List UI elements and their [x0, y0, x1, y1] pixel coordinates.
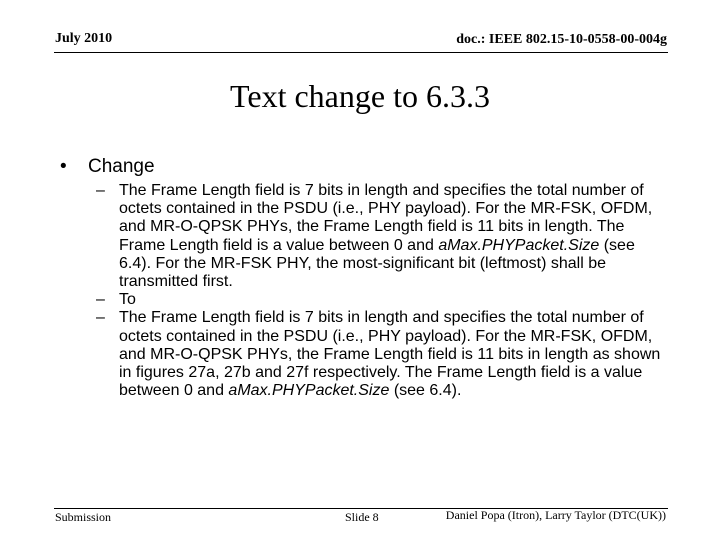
bullet-icon: • [60, 156, 67, 177]
header-divider [54, 52, 668, 53]
sub-item-text-emphasis: aMax.PHYPacket.Size [228, 382, 390, 400]
footer-authors: Daniel Popa (Itron), Larry Taylor (DTC(UK)) [445, 508, 666, 522]
sub-item-text-emphasis: aMax.PHYPacket.Size [438, 236, 600, 254]
sub-item-text-part2: (see 6.4). [389, 382, 462, 400]
sub-item-text: To [119, 291, 136, 309]
dash-icon: – [96, 309, 105, 327]
footer-slide-number: Slide 8 [345, 510, 379, 524]
sub-item-new-text [96, 309, 670, 400]
footer-submission: Submission [55, 510, 112, 524]
sub-list [60, 182, 670, 400]
sub-item-text-part1: The Frame Length field is 7 bits in length and specifies the total number of octets contained in the PSDU (i.e., PHY payload). For the MR-FSK, OFDM, and MR-O-QPSK PHYs, the Frame Length field is 11 bits in length. The Frame Length field is a value between 0 and [119, 182, 653, 254]
header-doc-id: doc.: IEEE 802.15-10-0558-00-004g [456, 32, 667, 47]
dash-icon: – [96, 291, 105, 309]
slide-body [60, 155, 670, 400]
sub-item-original-text [96, 182, 670, 291]
sub-item-to [96, 291, 670, 309]
dash-icon: – [96, 182, 105, 199]
sub-item-text-part1: The Frame Length field is 7 bits in length and specifies the total number of octets contained in the PSDU (i.e., PHY payload). For the MR-FSK, OFDM, and MR-O-QPSK PHYs, the Frame Length field is 11 bits in length as shown in figures 27a, 27b and 27f respectively. The Frame Length field is a value between 0 and [119, 309, 661, 400]
sub-item-text-part2: (see 6.4). For the MR-FSK PHY, the most-significant bit (leftmost) shall be transmitted first. [119, 236, 635, 291]
header-date: July 2010 [55, 31, 113, 46]
bullet-label: Change [88, 156, 155, 177]
slide-title: Text change to 6.3.3 [230, 78, 490, 114]
bullet-item-change [60, 155, 670, 179]
